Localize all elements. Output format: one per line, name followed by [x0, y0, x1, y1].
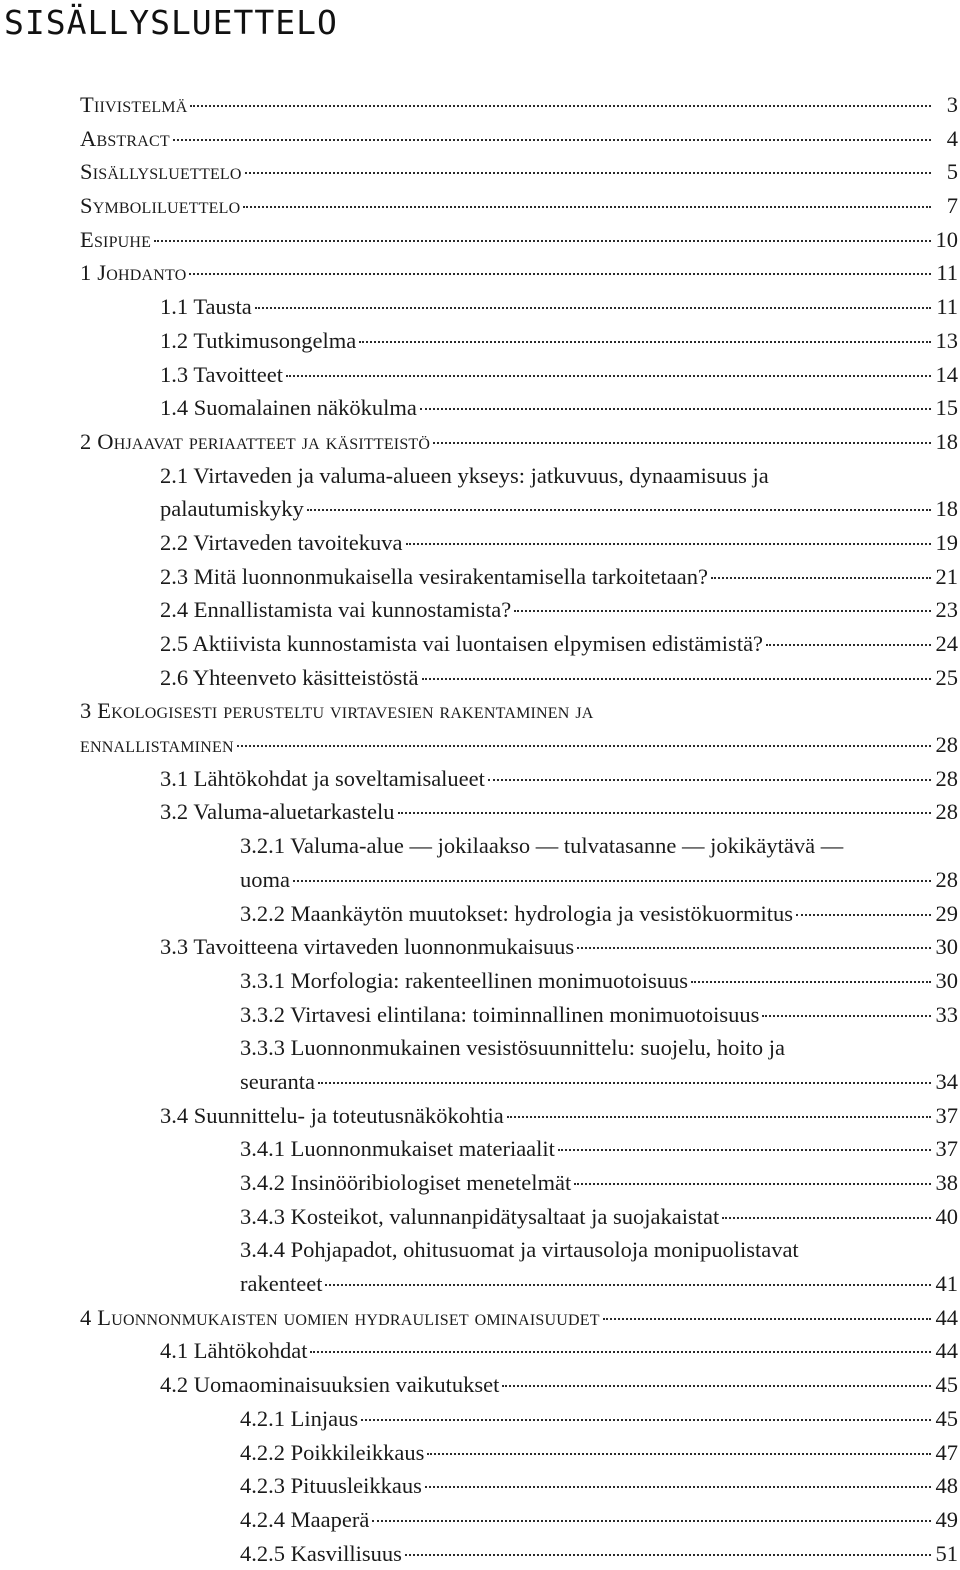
toc-entry-title: ennallistaminen	[80, 732, 234, 758]
toc-entry-page: 49	[935, 1506, 958, 1532]
toc-entry[interactable]	[80, 930, 958, 964]
toc-entry-title: 4.2 Uomaominaisuuksien vaikutukset	[160, 1372, 500, 1398]
toc-entry[interactable]	[80, 526, 958, 560]
dot-leader	[318, 1082, 931, 1084]
toc-entry[interactable]	[80, 998, 958, 1032]
dot-leader	[398, 812, 931, 814]
toc-entry-page: 40	[935, 1203, 958, 1229]
dot-leader	[514, 610, 931, 612]
toc-entry-page: 24	[935, 631, 958, 656]
dot-leader	[359, 341, 931, 343]
toc-entry-continued[interactable]	[80, 1065, 958, 1099]
dot-leader	[507, 1116, 931, 1118]
toc-entry-page: 18	[935, 428, 958, 454]
dot-leader	[796, 914, 931, 916]
dot-leader	[245, 172, 931, 174]
dot-leader	[425, 1486, 931, 1488]
toc-entry[interactable]	[80, 1537, 958, 1570]
toc-entry-page: 34	[935, 1068, 958, 1094]
toc-entry[interactable]	[80, 1132, 958, 1166]
toc-entry-page: 3	[946, 92, 958, 117]
toc-entry-title: Tiivistelmä	[80, 92, 188, 117]
dot-leader	[405, 1554, 931, 1556]
toc-entry-page: 33	[935, 1001, 958, 1027]
page-title: SISÄLLYSLUETTELO	[4, 3, 338, 42]
toc-entry[interactable]	[80, 290, 958, 324]
toc-entry-title: 1.1 Tausta	[160, 294, 252, 320]
toc-entry-page: 5	[946, 159, 958, 185]
toc-entry-title: 3 Ekologisesti perusteltu virtavesien rakentaminen ja	[80, 698, 594, 724]
toc-entry-page: 14	[935, 361, 958, 387]
toc-entry-title: 3.4.1 Luonnonmukaiset materiaalit	[240, 1136, 555, 1162]
toc-entry[interactable]	[80, 1334, 958, 1368]
dot-leader	[372, 1520, 931, 1522]
toc-entry[interactable]	[80, 1031, 958, 1065]
toc-entry[interactable]	[80, 358, 958, 392]
toc-entry-title: Abstract	[80, 125, 170, 151]
toc-entry-page: 28	[935, 765, 958, 791]
toc-entry-page: 23	[935, 597, 958, 623]
toc-entry-title: 4.2.1 Linjaus	[240, 1405, 359, 1431]
toc-entry-title: 3.4.3 Kosteikot, valunnanpidätysaltaat ja suojakaistat	[240, 1203, 720, 1229]
toc-entry-page: 30	[935, 934, 958, 960]
toc-entry-page: 48	[935, 1473, 958, 1499]
dot-leader	[189, 273, 931, 275]
dot-leader	[420, 408, 931, 410]
dot-leader	[427, 1453, 931, 1455]
toc-entry-page: 18	[935, 496, 958, 522]
dot-leader	[286, 375, 931, 377]
toc-entry[interactable]	[80, 1233, 958, 1267]
dot-leader	[255, 307, 931, 309]
dot-leader	[433, 442, 931, 444]
toc-entry-title: 2.2 Virtaveden tavoitekuva	[160, 529, 403, 555]
toc-entry[interactable]	[80, 1368, 958, 1402]
dot-leader	[603, 1318, 931, 1320]
toc-entry-page: 11	[936, 294, 958, 320]
dot-leader	[691, 981, 931, 983]
toc-entry-page: 29	[935, 900, 958, 926]
toc-entry-title: 3.3 Tavoitteena virtaveden luonnonmukaisuus	[160, 934, 575, 960]
dot-leader	[307, 509, 931, 511]
toc-entry-page: 13	[935, 327, 958, 353]
toc-entry-title: 1.4 Suomalainen näkökulma	[160, 395, 417, 421]
toc-entry-page: 10	[935, 226, 958, 252]
toc-entry[interactable]	[80, 1301, 958, 1335]
toc-entry[interactable]	[80, 223, 958, 257]
toc-entry[interactable]	[80, 694, 958, 728]
toc-entry-page: 37	[935, 1102, 958, 1128]
dot-leader	[406, 543, 931, 545]
toc-entry-page: 28	[935, 732, 958, 758]
toc-entry[interactable]	[80, 88, 958, 122]
toc-entry-title: 3.1 Lähtökohdat ja soveltamisalueet	[160, 765, 485, 791]
toc-entry-page: 25	[935, 664, 958, 690]
toc-entry[interactable]	[80, 1200, 958, 1234]
toc-entry-continued[interactable]	[80, 492, 958, 526]
toc-entry[interactable]	[80, 964, 958, 998]
toc-entry-title: 4.2.5 Kasvillisuus	[240, 1540, 402, 1566]
dot-leader	[237, 745, 931, 747]
toc-entry-title: Symboliluettelo	[80, 193, 241, 219]
toc-entry[interactable]	[80, 1503, 958, 1537]
dot-leader	[243, 206, 931, 208]
toc-entry-title: 3.4.2 Insinööribiologiset menetelmät	[240, 1170, 572, 1195]
dot-leader	[361, 1419, 931, 1421]
dot-leader	[762, 1015, 931, 1017]
toc-entry[interactable]	[80, 762, 958, 796]
toc-entry-title: seuranta	[240, 1068, 315, 1094]
toc-entry[interactable]	[80, 122, 958, 156]
toc-entry[interactable]	[80, 795, 958, 829]
dot-leader	[173, 139, 931, 141]
toc-entry-title: 2.6 Yhteenveto käsitteistöstä	[160, 664, 419, 690]
toc-entry-title: palautumiskyky	[160, 496, 304, 522]
dot-leader	[711, 577, 931, 579]
dot-leader	[722, 1217, 931, 1219]
toc-entry-page: 28	[935, 799, 958, 825]
toc-entry-page: 37	[935, 1136, 958, 1162]
toc-entry-page: 47	[935, 1439, 958, 1465]
toc-entry-title: 2.4 Ennallistamista vai kunnostamista?	[160, 597, 512, 623]
toc-entry-title: 1.3 Tavoitteet	[160, 361, 283, 387]
toc-entry-page: 45	[935, 1405, 958, 1431]
toc-entry-title: 1 Johdanto	[80, 260, 187, 286]
toc-entry-page: 44	[935, 1338, 958, 1364]
toc-entry-page: 7	[946, 193, 958, 219]
toc-entry-title: 4.2.2 Poikkileikkaus	[240, 1439, 425, 1465]
toc-entry-page: 21	[935, 563, 958, 589]
dot-leader	[558, 1149, 931, 1151]
toc-entry[interactable]	[80, 1402, 958, 1436]
dot-leader	[488, 779, 931, 781]
toc-entry[interactable]	[80, 1469, 958, 1503]
toc-entry-page: 4	[946, 125, 958, 151]
toc-entry-title: 2.1 Virtaveden ja valuma-alueen ykseys: jatkuvuus, dynaamisuus ja	[160, 462, 769, 488]
toc-entry-title: rakenteet	[240, 1271, 323, 1297]
toc-entry[interactable]	[80, 256, 958, 290]
toc-entry-page: 11	[936, 260, 958, 286]
toc-entry[interactable]	[80, 1436, 958, 1470]
toc-entry[interactable]	[80, 897, 958, 931]
toc-entry-title: 2.5 Aktiivista kunnostamista vai luontaisen elpymisen edistämistä?	[160, 631, 764, 656]
toc-entry-continued[interactable]	[80, 1267, 958, 1301]
toc-entry[interactable]	[80, 459, 958, 493]
toc-entry-title: 3.4 Suunnittelu- ja toteutusnäkökohtia	[160, 1102, 504, 1128]
toc-entry-title: Esipuhe	[80, 226, 152, 252]
toc-entry[interactable]	[80, 829, 958, 863]
toc-entry[interactable]	[80, 391, 958, 425]
toc-entry-title: 4 Luonnonmukaisten uomien hydrauliset ominaisuudet	[80, 1304, 600, 1330]
toc-entry-title: 1.2 Tutkimusongelma	[160, 327, 357, 353]
dot-leader	[190, 105, 931, 107]
toc-entry-page: 45	[935, 1372, 958, 1398]
toc-entry-page: 41	[935, 1271, 958, 1297]
dot-leader	[293, 880, 931, 882]
dot-leader	[422, 678, 932, 680]
dot-leader	[154, 240, 931, 242]
toc-entry-title: uoma	[240, 866, 290, 892]
dot-leader	[766, 644, 931, 646]
toc-entry-continued[interactable]	[80, 728, 958, 762]
dot-leader	[574, 1183, 931, 1185]
toc-entry[interactable]	[80, 155, 958, 189]
dot-leader	[310, 1351, 931, 1353]
toc-entry[interactable]	[80, 593, 958, 627]
table-of-contents	[80, 88, 958, 1570]
toc-entry[interactable]	[80, 661, 958, 695]
toc-entry[interactable]	[80, 425, 958, 459]
dot-leader	[502, 1385, 931, 1387]
toc-entry-title: 3.4.4 Pohjapadot, ohitusuomat ja virtausoloja monipuolistavat	[240, 1237, 799, 1263]
toc-entry-title: 2 Ohjaavat periaatteet ja käsitteistö	[80, 428, 431, 454]
toc-entry-title: 4.1 Lähtökohdat	[160, 1338, 308, 1364]
toc-entry[interactable]	[80, 1099, 958, 1133]
toc-entry-continued[interactable]	[80, 863, 958, 897]
dot-leader	[577, 947, 931, 949]
toc-entry-page: 19	[935, 529, 958, 555]
toc-entry-title: 3.3.3 Luonnonmukainen vesistösuunnittelu: suojelu, hoito ja	[240, 1035, 785, 1061]
toc-entry-page: 15	[935, 395, 958, 421]
toc-entry-title: 3.2.1 Valuma-alue — jokilaakso — tulvatasanne — jokikäytävä —	[240, 833, 844, 859]
toc-entry[interactable]	[80, 324, 958, 358]
toc-entry-page: 28	[935, 866, 958, 892]
toc-entry-title: Sisällysluettelo	[80, 159, 242, 185]
toc-entry[interactable]	[80, 189, 958, 223]
toc-entry-page: 30	[935, 967, 958, 993]
toc-entry[interactable]	[80, 560, 958, 594]
toc-entry-title: 3.2.2 Maankäytön muutokset: hydrologia ja vesistökuormitus	[240, 900, 794, 926]
toc-entry[interactable]	[80, 1166, 958, 1200]
toc-entry-page: 44	[935, 1304, 958, 1330]
toc-entry-page: 38	[935, 1170, 958, 1195]
toc-entry-title: 3.2 Valuma-aluetarkastelu	[160, 799, 395, 825]
toc-entry-page: 51	[935, 1540, 958, 1566]
dot-leader	[325, 1284, 931, 1286]
toc-entry-title: 3.3.2 Virtavesi elintilana: toiminnallinen monimuotoisuus	[240, 1001, 760, 1027]
toc-entry-title: 2.3 Mitä luonnonmukaisella vesirakentamisella tarkoitetaan?	[160, 563, 708, 589]
toc-entry[interactable]	[80, 627, 958, 661]
toc-entry-title: 3.3.1 Morfologia: rakenteellinen monimuotoisuus	[240, 967, 689, 993]
toc-entry-title: 4.2.3 Pituusleikkaus	[240, 1473, 422, 1499]
toc-entry-title: 4.2.4 Maaperä	[240, 1506, 370, 1532]
